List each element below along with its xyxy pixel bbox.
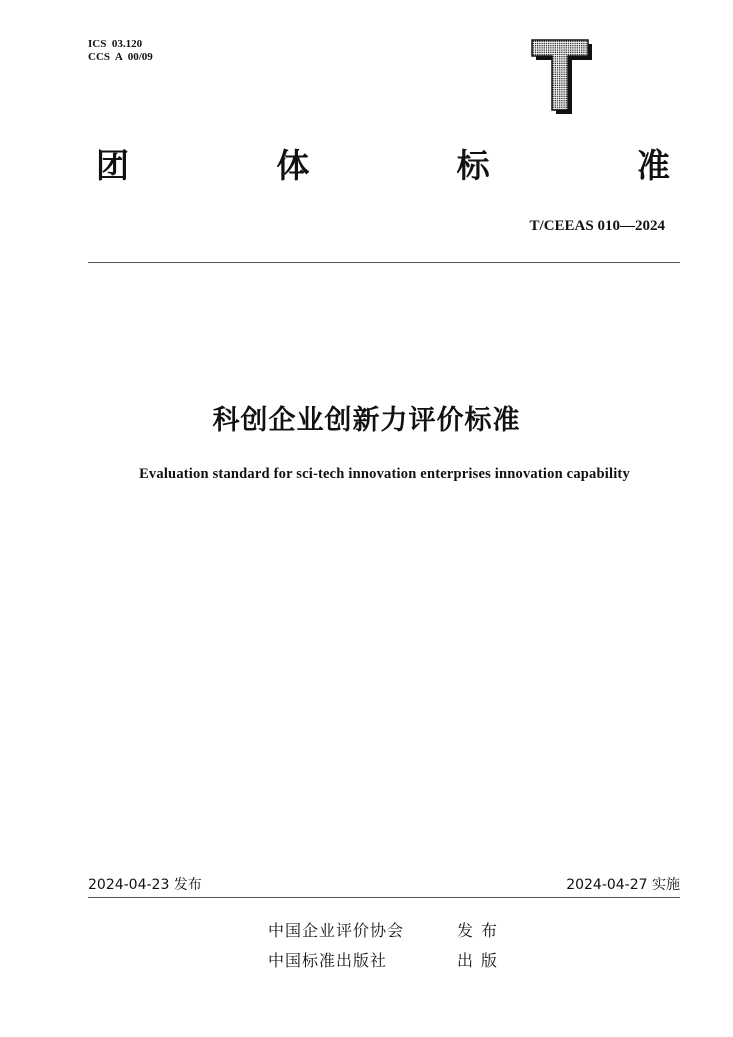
- heading-char: 标: [456, 146, 490, 185]
- publisher-action: 出版: [457, 951, 506, 970]
- publisher-name: 中国标准出版社: [268, 951, 388, 970]
- implementation-date: 2024-04-27 实施: [566, 877, 680, 893]
- standard-t-logo-icon: [530, 38, 592, 114]
- standard-code: T/CEEAS 010—2024: [529, 218, 665, 234]
- bottom-divider: [88, 897, 680, 898]
- heading-char: 准: [636, 146, 670, 185]
- ccs-code: CCS A 00/09: [88, 51, 153, 63]
- publisher-name: 中国企业评价协会: [268, 921, 405, 940]
- group-standard-heading: [96, 146, 670, 186]
- publish-date: 2024-04-23 发布: [88, 877, 202, 893]
- classification-codes: [88, 38, 153, 64]
- publisher-action: 发布: [457, 921, 506, 940]
- top-divider: [88, 262, 680, 263]
- heading-char: 体: [276, 146, 310, 185]
- ics-code: ICS 03.120: [88, 38, 143, 50]
- document-title-english: Evaluation standard for sci-tech innovation enterprises innovation capability: [139, 466, 630, 482]
- heading-char: 团: [96, 146, 129, 185]
- document-title-chinese: 科创企业创新力评价标准: [212, 405, 521, 436]
